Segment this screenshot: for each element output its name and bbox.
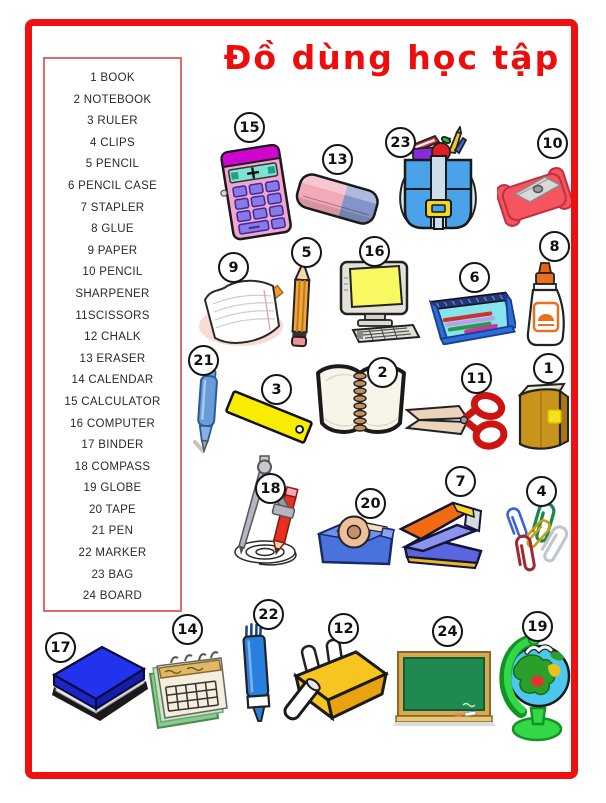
badge-glue: 8: [539, 231, 570, 262]
badge-calculator: 15: [234, 112, 265, 143]
word-list-line: SHARPENER: [75, 287, 150, 300]
badge-notebook: 2: [367, 357, 398, 388]
badge-clips: 4: [526, 476, 557, 507]
badge-pen: 21: [188, 345, 219, 376]
word-list-line: 2 NOTEBOOK: [73, 93, 152, 106]
word-list-line: 24 BOARD: [82, 590, 143, 603]
clips-illustration: [502, 500, 574, 574]
pen-graphic: [189, 364, 225, 454]
word-list-line: 19 GLOBE: [83, 482, 142, 495]
computer-illustration: [329, 258, 421, 344]
calculator-graphic: [219, 140, 295, 242]
word-list-line: 4 CLIPS: [90, 136, 135, 149]
clips-graphic: [502, 500, 574, 574]
tape-graphic: [309, 502, 399, 572]
sharpener-graphic: [497, 158, 571, 234]
word-list-line: 17 BINDER: [81, 439, 144, 452]
scissors-illustration: [405, 390, 509, 454]
badge-compass: 18: [255, 473, 286, 504]
calculator-illustration: [219, 140, 295, 242]
marker-graphic: [234, 622, 280, 728]
eraser-illustration: [291, 166, 383, 234]
word-list-line: 20 TAPE: [88, 503, 137, 516]
word-list-line: 16 COMPUTER: [69, 417, 156, 430]
badge-sharpener: 10: [537, 128, 568, 159]
sharpener-illustration: [497, 158, 571, 234]
board-illustration: [393, 646, 497, 728]
globe-graphic: [493, 630, 573, 744]
compass-graphic: [221, 454, 313, 572]
word-list-line: 18 COMPASS: [74, 460, 151, 473]
compass-illustration: [221, 454, 313, 572]
word-list-box: [43, 57, 182, 612]
computer-graphic: [329, 258, 421, 344]
calendar-graphic: [145, 644, 233, 730]
badge-chalk: 12: [328, 613, 359, 644]
pencil-graphic: [286, 260, 318, 348]
badge-board: 24: [432, 616, 463, 647]
globe-illustration: [493, 630, 573, 744]
scissors-graphic: [405, 390, 509, 454]
badge-bag: 23: [385, 127, 416, 158]
word-list-line: 12 CHALK: [84, 331, 141, 344]
word-list-line: 9 PAPER: [87, 244, 138, 257]
chalk-graphic: [280, 634, 396, 732]
word-list-line: 11SCISSORS: [75, 309, 150, 322]
book-graphic: [512, 377, 572, 455]
word-list-line: 6 PENCIL CASE: [67, 179, 158, 192]
badge-ruler: 3: [261, 374, 292, 405]
word-list-line: 8 GLUE: [91, 223, 134, 236]
badge-computer: 16: [359, 236, 390, 267]
stapler-illustration: [397, 495, 489, 571]
badge-book: 1: [533, 353, 564, 384]
badge-marker: 22: [253, 599, 284, 630]
badge-tape: 20: [355, 488, 386, 519]
word-list-line: 13 ERASER: [79, 352, 146, 365]
badge-globe: 19: [522, 611, 553, 642]
badge-pencil: 5: [291, 237, 322, 268]
tape-illustration: [309, 502, 399, 572]
badge-scissors: 11: [461, 363, 492, 394]
word-list-line: 14 CALENDAR: [71, 374, 154, 387]
glue-illustration: [522, 259, 568, 349]
word-list-line: 7 STAPLER: [80, 201, 145, 214]
word-list-line: 10 PENCIL: [82, 266, 143, 279]
marker-illustration: [234, 622, 280, 728]
badge-binder: 17: [45, 632, 76, 663]
badge-stapler: 7: [445, 466, 476, 497]
word-list-line: 23 BAG: [91, 568, 134, 581]
badge-paper: 9: [218, 252, 249, 283]
word-list-line: 21 PEN: [91, 525, 134, 538]
word-list-line: 1 BOOK: [90, 72, 135, 84]
book-illustration: [512, 377, 572, 455]
pen-illustration: [189, 364, 225, 454]
calendar-illustration: [145, 644, 233, 730]
board-graphic: [393, 646, 497, 728]
word-list-line: 5 PENCIL: [85, 158, 140, 171]
paper-graphic: [193, 270, 287, 352]
paper-illustration: [193, 270, 287, 352]
badge-pencil-case: 6: [459, 262, 490, 293]
word-list-line: 3 RULER: [87, 115, 138, 128]
glue-graphic: [522, 259, 568, 349]
pencil-illustration: [286, 260, 318, 348]
badge-eraser: 13: [322, 144, 353, 175]
eraser-graphic: [291, 166, 383, 234]
stapler-graphic: [397, 495, 489, 571]
badge-calendar: 14: [172, 614, 203, 645]
word-list-line: 22 MARKER: [78, 547, 147, 560]
page-title: Đồ dùng học tập: [223, 38, 561, 77]
word-list-line: 15 CALCULATOR: [64, 395, 161, 408]
chalk-illustration: [280, 634, 396, 732]
